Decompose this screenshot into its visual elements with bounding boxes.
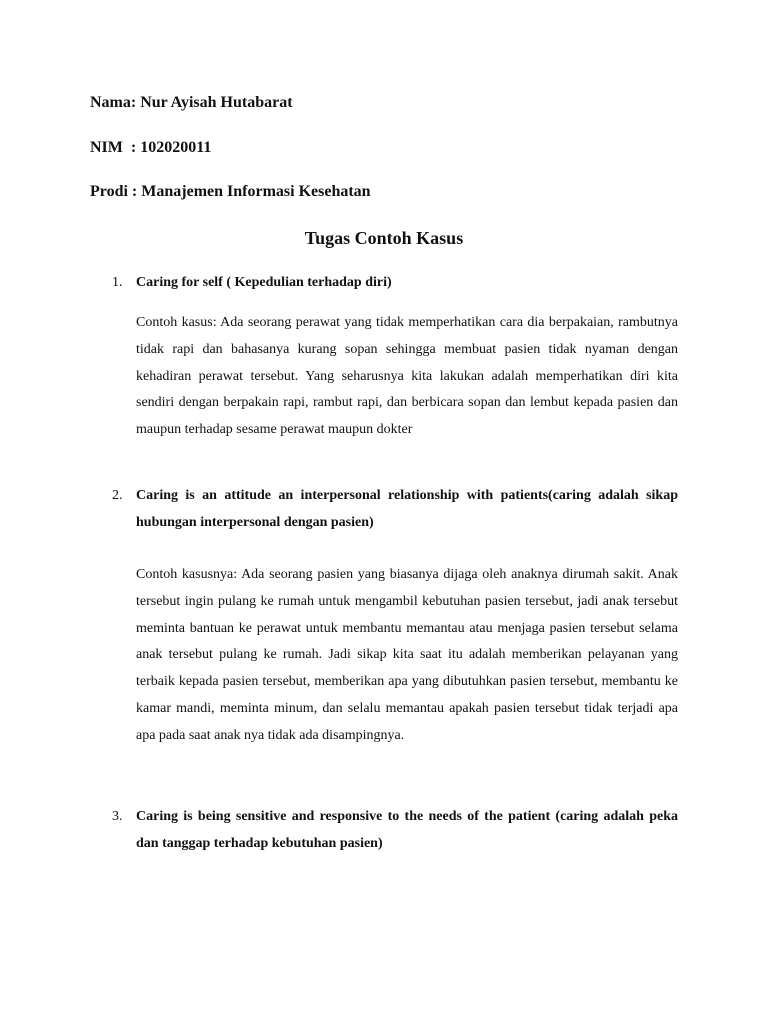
student-nim: NIM : 102020011	[90, 139, 212, 156]
section-1-paragraph: Contoh kasus: Ada seorang perawat yang tidak memperhatikan cara dia berpakaian, rambutnya tidak rapi dan bahasanya kurang sopan sehingga membuat pasien tidak nyaman dengan kehadiran perawat tersebut. Yang seharusnya kita lakukan adalah memperhatikan diri kita sendiri dengan berpakain rapi, rambut rapi, dan berbicara sopan dan lembut kepada pasien dan maupun terhadap sesame perawat maupun dokter	[136, 315, 678, 438]
section-3-heading: Caring is being sensitive and responsive to the needs of the patient (caring adalah peka dan tanggap terhadap kebutuhan pasien)	[136, 809, 678, 851]
document-title: Tugas Contoh Kasus	[304, 228, 464, 248]
section-1-number: 1.	[112, 275, 123, 290]
section-3-number: 3.	[112, 809, 123, 824]
section-2-heading: Caring is an attitude an interpersonal relationship with patients(caring adalah sikap hubungan interpersonal dengan pasien)	[136, 488, 678, 530]
study-program: Prodi : Manajemen Informasi Kesehatan	[90, 183, 371, 200]
section-1-heading: Caring for self ( Kepedulian terhadap diri)	[136, 275, 392, 290]
section-2-number: 2.	[112, 488, 123, 503]
student-name: Nama: Nur Ayisah Hutabarat	[90, 94, 293, 111]
section-2-paragraph: Contoh kasusnya: Ada seorang pasien yang biasanya dijaga oleh anaknya dirumah sakit. Anak tersebut ingin pulang ke rumah untuk mengambil kebutuhan pasien tersebut, jadi anak tersebut meminta bantuan ke perawat untuk membantu memantau atau menjaga pasien tersebut selama anak tersebut pulang ke rumah. Jadi sikap kita saat itu adalah memberikan pelayanan yang terbaik kepada pasien tersebut, memberikan apa yang dibutuhkan pasien tersebut, membantu ke kamar mandi, meminta minum, dan selalu memantau apakah pasien tersebut tidak terjadi apa apa pada saat anak nya tidak ada disampingnya.	[136, 567, 678, 743]
